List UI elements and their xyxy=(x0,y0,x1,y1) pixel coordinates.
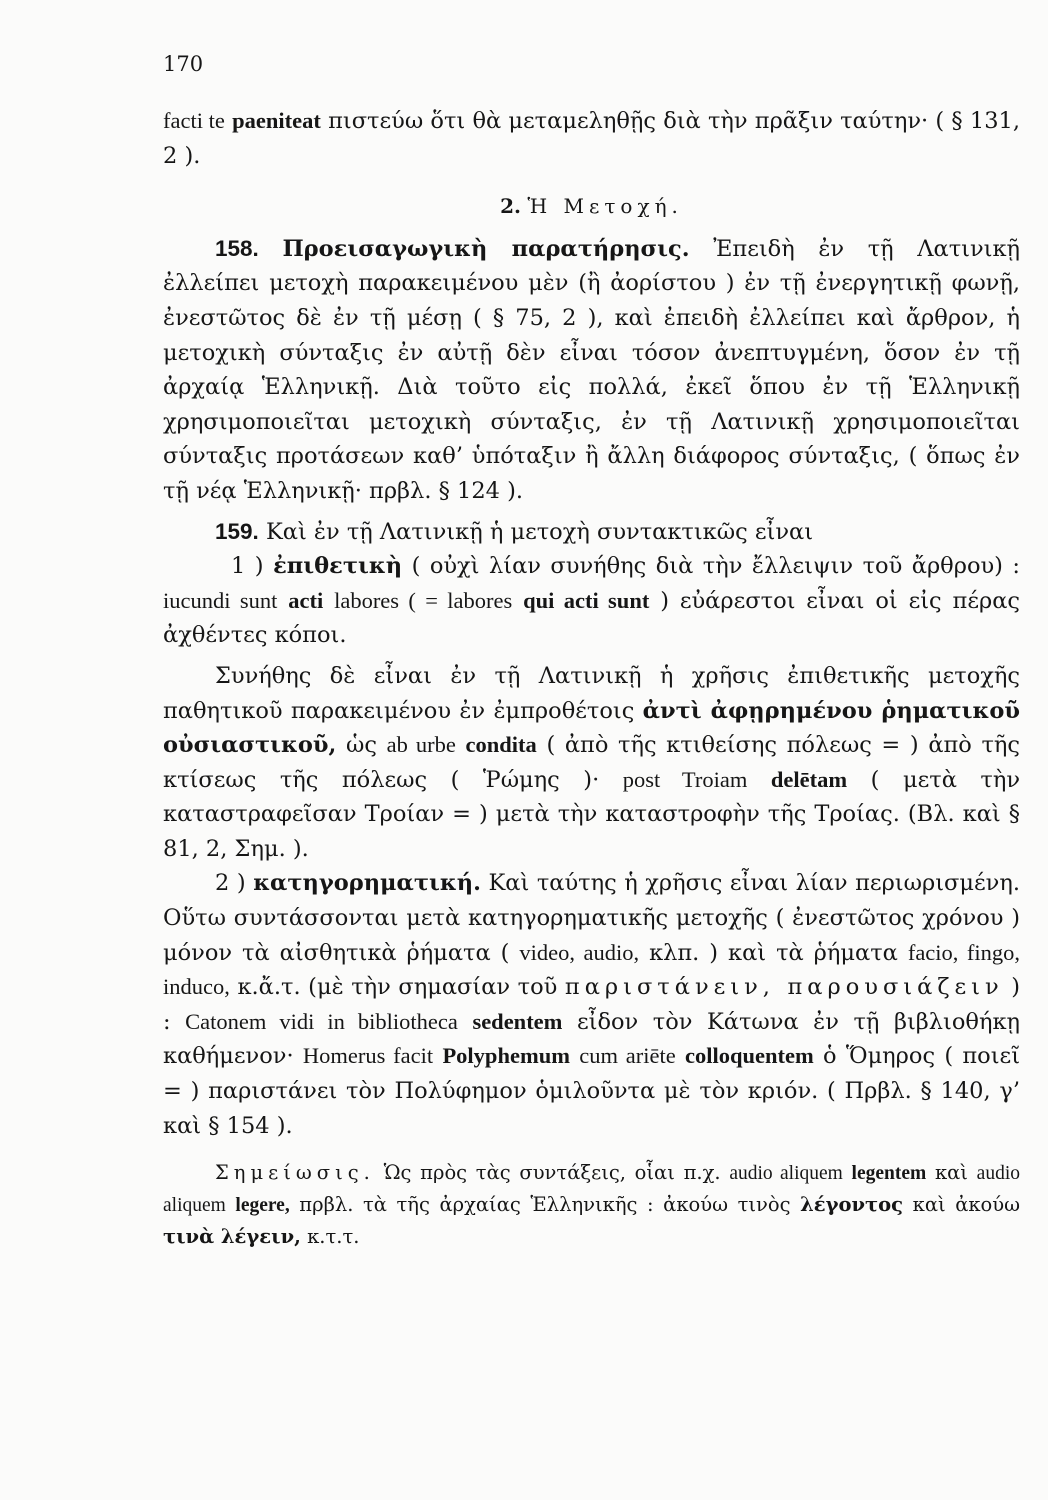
latin-bold-text: acti xyxy=(288,587,324,613)
latin-bold-text: delētam xyxy=(770,766,848,792)
greek-text: ὡς xyxy=(345,732,377,759)
greek-text: κ.τ.τ. xyxy=(307,1225,360,1249)
page-number: 170 xyxy=(163,52,204,76)
page-body xyxy=(163,104,1020,1252)
note-paragraph xyxy=(163,1157,1020,1252)
latin-bold-text: Polyphemum xyxy=(442,1043,570,1069)
section-title: Προεισαγωγικὴ παρατήρησις. xyxy=(282,235,690,262)
latin-bold-text: legere, xyxy=(235,1195,290,1217)
latin-bold-text: legentem xyxy=(851,1163,927,1185)
item-2 xyxy=(163,866,1020,1143)
section-159 xyxy=(163,515,1020,550)
latin-text: facti te xyxy=(163,108,225,133)
greek-text: Ὡς πρὸς τὰς συντάξεις, οἷαι π.χ. xyxy=(383,1161,721,1185)
intro-paragraph xyxy=(163,104,1020,173)
greek-text: καὶ ἀκούω xyxy=(912,1193,1021,1217)
latin-text: Homerus facit xyxy=(302,1043,434,1069)
latin-text: iucundi sunt xyxy=(163,587,278,613)
latin-text: audio aliquem xyxy=(163,1163,1020,1217)
greek-text: καὶ xyxy=(934,1161,968,1185)
latin-text: Catonem vidi in bibliotheca xyxy=(185,1008,458,1034)
heading-title: Ἡ Μετοχή. xyxy=(527,194,683,219)
latin-text: labores ( = labores xyxy=(334,587,513,613)
item-term: κατηγορηματική. xyxy=(253,870,481,897)
spaced-greek-text: παριστάνειν, παρουσιάζειν xyxy=(564,974,1004,1001)
bold-greek-text: τινὰ λέγειν, xyxy=(163,1225,301,1249)
latin-bold-text: qui acti sunt xyxy=(523,587,650,613)
greek-text: πιστεύω ὅτι θὰ μεταμεληθῇς διὰ τὴν πρᾶξιν ταύτην· xyxy=(328,108,929,134)
section-text: Ἐπειδὴ ἐν τῇ Λατινικῇ ἐλλείπει μετοχὴ παρακειμένου μὲν (ἢ ἀορίστου ) ἐν τῇ ἐνεργητικῇ φωνῇ, ἐνεστῶτος δὲ ἐν τῇ μέσῃ ( § 75, 2 ), καὶ ἐπειδὴ ἐλλείπει καὶ ἄρθρον, ἡ μετοχικὴ σύνταξις ἐν αὐτῇ δὲν εἶναι τόσον ἀνεπτυγμένη, ὅσον ἐν τῇ ἀρχαίᾳ Ἑλληνικῇ. Διὰ τοῦτο εἰς πολλά, ἐκεῖ ὅπου ἐν τῇ Ἑλληνικῇ χρησιμοποιεῖται μετοχικὴ σύνταξις, ἐν τῇ Λατινικῇ χρησιμοποιεῖται σύνταξις προτάσεων καθ’ ὑπόταξιν ἢ ἄλλη διάφορος σύνταξις, ( ὅπως ἐν τῇ νέᾳ Ἑλληνικῇ· πρβλ. § 124 ). xyxy=(163,235,1021,504)
greek-text: πρβλ. τὰ τῆς ἀρχαίας Ἑλληνικῆς : ἀκούω τινὸς xyxy=(299,1193,791,1217)
greek-text: κ.ἄ.τ. (μὲ τὴν σημασίαν τοῦ xyxy=(237,974,558,1001)
chapter-heading xyxy=(163,189,1020,224)
note-label: Σημείωσις. xyxy=(215,1161,375,1185)
latin-text: cum ariēte xyxy=(579,1043,676,1069)
latin-bold-text: sedentem xyxy=(472,1008,563,1034)
section-intro: Καὶ ἐν τῇ Λατινικῇ ἡ μετοχὴ συντακτικῶς εἶναι xyxy=(265,518,814,545)
latin-text: video, audio, xyxy=(519,939,640,965)
section-158 xyxy=(163,232,1020,509)
section-reference: ( § 131, 2 ). xyxy=(163,108,1020,169)
latin-text: post Troiam xyxy=(622,766,748,792)
greek-text: ( μετὰ τὴν καταστραφεῖσαν Τροίαν = ) μετὰ τὴν καταστροφὴν τῆς Τροίας. (Βλ. καὶ § 81, 2, Σημ. ). xyxy=(163,766,1021,862)
greek-text: ( ἀπὸ τῆς κτιθείσης πόλεως = ) ἀπὸ τῆς κτίσεως τῆς πόλεως ( Ῥώμης )· xyxy=(163,732,1021,793)
bold-greek-text: λέγοντος xyxy=(800,1193,904,1217)
latin-text: ab urbe xyxy=(386,732,456,758)
latin-bold-text: condita xyxy=(465,732,537,758)
latin-bold-text: paeniteat xyxy=(232,108,321,133)
item-parenthetical: ( οὐχὶ λίαν συνήθης διὰ τὴν ἔλλειψιν τοῦ ἄρθρου) : xyxy=(411,553,1021,580)
greek-text: ) : xyxy=(163,974,1021,1035)
section-number: 159. xyxy=(215,518,259,544)
item-label: 1 ) xyxy=(231,553,264,580)
greek-text: Καὶ ταύτης ἡ χρῆσις εἶναι λίαν περιωρισμένη. Οὕτω συντάσσονται μετὰ κατηγορηματικῆς μετοχῆς ( ἐνεστῶτος χρόνου ) μόνον τὰ αἰσθητικὰ ῥήματα ( xyxy=(163,870,1020,966)
greek-text: εἶδον τὸν Κάτωνα ἐν τῇ βιβλιοθήκῃ καθήμενον· xyxy=(163,1008,1020,1070)
paragraph-attributive-usage xyxy=(163,659,1020,867)
heading-number: 2. xyxy=(500,194,521,219)
latin-text: facio, fingo, induco, xyxy=(163,939,1020,1000)
item-term: ἐπιθετικὴ xyxy=(273,553,403,580)
item-label: 2 ) xyxy=(215,870,246,897)
greek-text: ) εὐάρεστοι εἶναι οἱ εἰς πέρας ἀχθέντες κόποι. xyxy=(163,587,1020,649)
greek-text: ὁ Ὅμηρος ( ποιεῖ = ) παριστάνει τὸν Πολύφημον ὁμιλοῦντα μὲ τὸν κριόν. ( Πρβλ. § 140, γ’ καὶ § 154 ). xyxy=(163,1043,1021,1139)
section-number: 158. xyxy=(215,235,259,261)
greek-text: κλπ. ) καὶ τὰ ῥήματα xyxy=(649,939,898,966)
bold-greek-text: ἀντὶ ἀφῃρημένου ῥηματικοῦ οὐσιαστικοῦ, xyxy=(163,697,1020,759)
latin-bold-text: colloquentem xyxy=(685,1043,814,1069)
latin-text: audio aliquem xyxy=(729,1163,843,1185)
greek-text: Συνήθης δὲ εἶναι ἐν τῇ Λατινικῇ ἡ χρῆσις ἐπιθετικῆς μετοχῆς παθητικοῦ παρακειμένου ἐν ἐμπροθέτοις xyxy=(163,662,1020,724)
item-1 xyxy=(163,549,1020,653)
